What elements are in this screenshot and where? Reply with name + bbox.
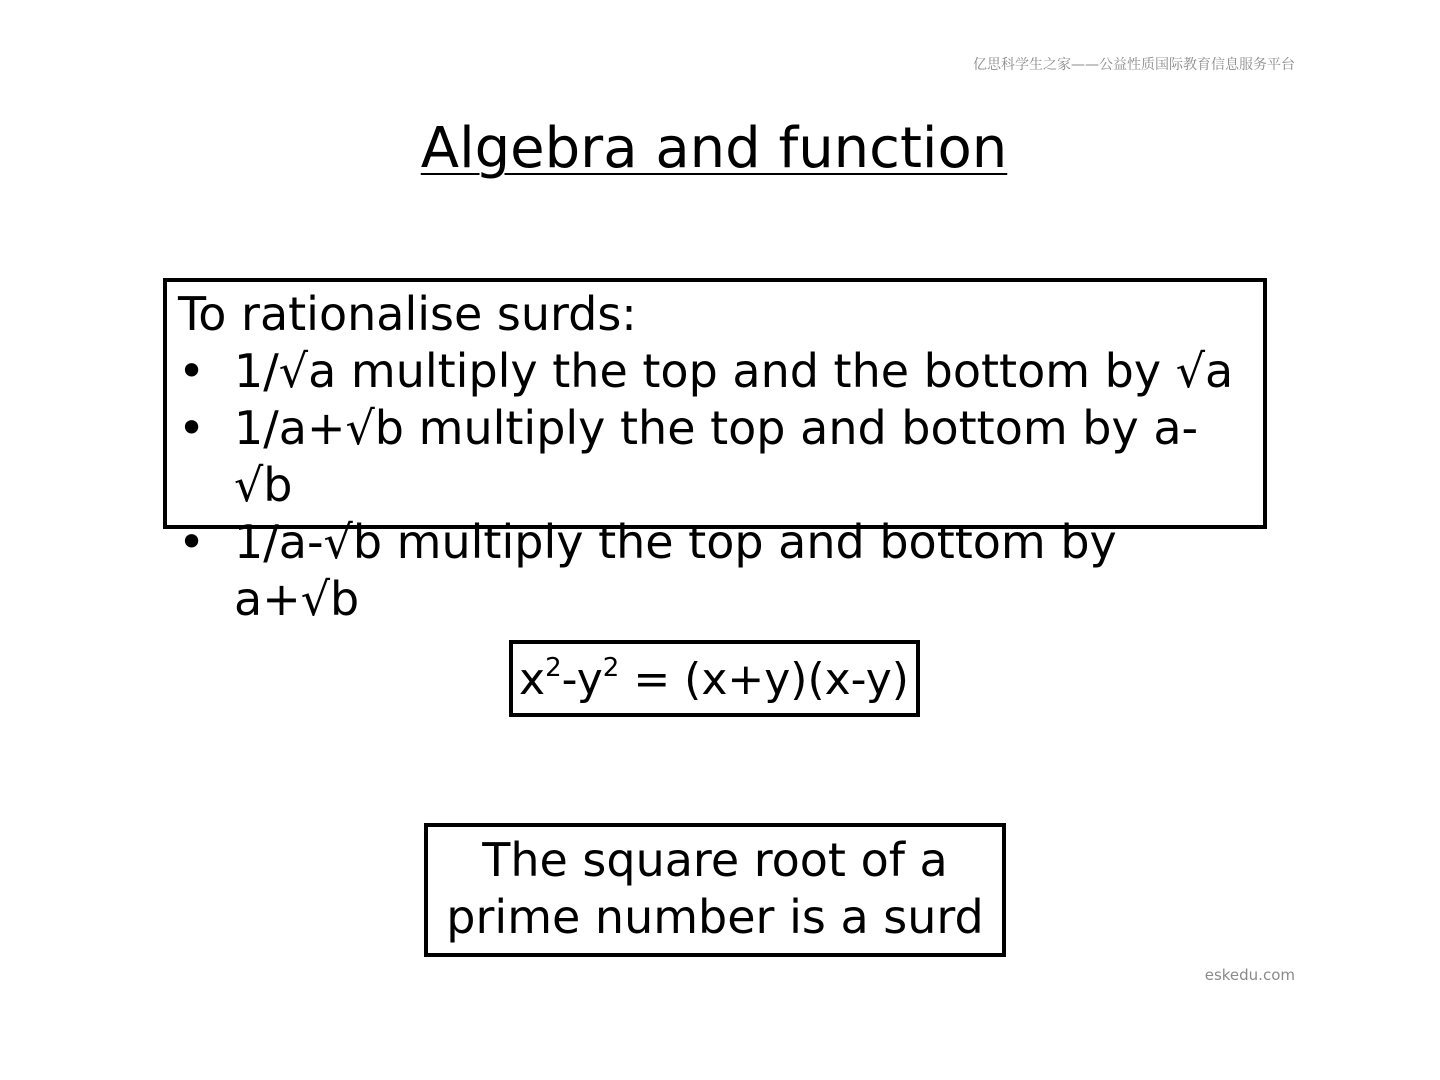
bullet-icon: • xyxy=(178,344,206,398)
surds-heading: To rationalise surds: xyxy=(178,287,637,341)
bullet-icon: • xyxy=(178,515,206,569)
surds-content xyxy=(178,286,1238,628)
prime-note: The square root of a prime number is a surd xyxy=(446,833,984,944)
identity-x: x xyxy=(519,654,546,705)
slide-title: Algebra and function xyxy=(420,116,1008,181)
surds-bullet-list xyxy=(178,343,1238,628)
list-item xyxy=(178,400,1238,514)
header-watermark: 亿思科学生之家——公益性质国际教育信息服务平台 xyxy=(973,57,1295,73)
identity-exponent-x: 2 xyxy=(545,653,562,683)
difference-of-squares-identity xyxy=(505,650,923,710)
identity-exponent-y: 2 xyxy=(602,653,620,683)
identity-rhs: = (x+y)(x-y) xyxy=(619,654,909,705)
list-item-text: 1/√a multiply the top and the bottom by √a xyxy=(234,344,1234,398)
footer-site: eskedu.com xyxy=(1204,966,1295,984)
identity-minus-y: -y xyxy=(561,654,603,705)
list-item xyxy=(178,514,1238,628)
bullet-icon: • xyxy=(178,401,206,455)
list-item xyxy=(178,343,1238,400)
list-item-text: 1/a+√b multiply the top and bottom by a-√b xyxy=(234,401,1199,512)
list-item-text: 1/a-√b multiply the top and bottom by a+√b xyxy=(234,515,1117,626)
